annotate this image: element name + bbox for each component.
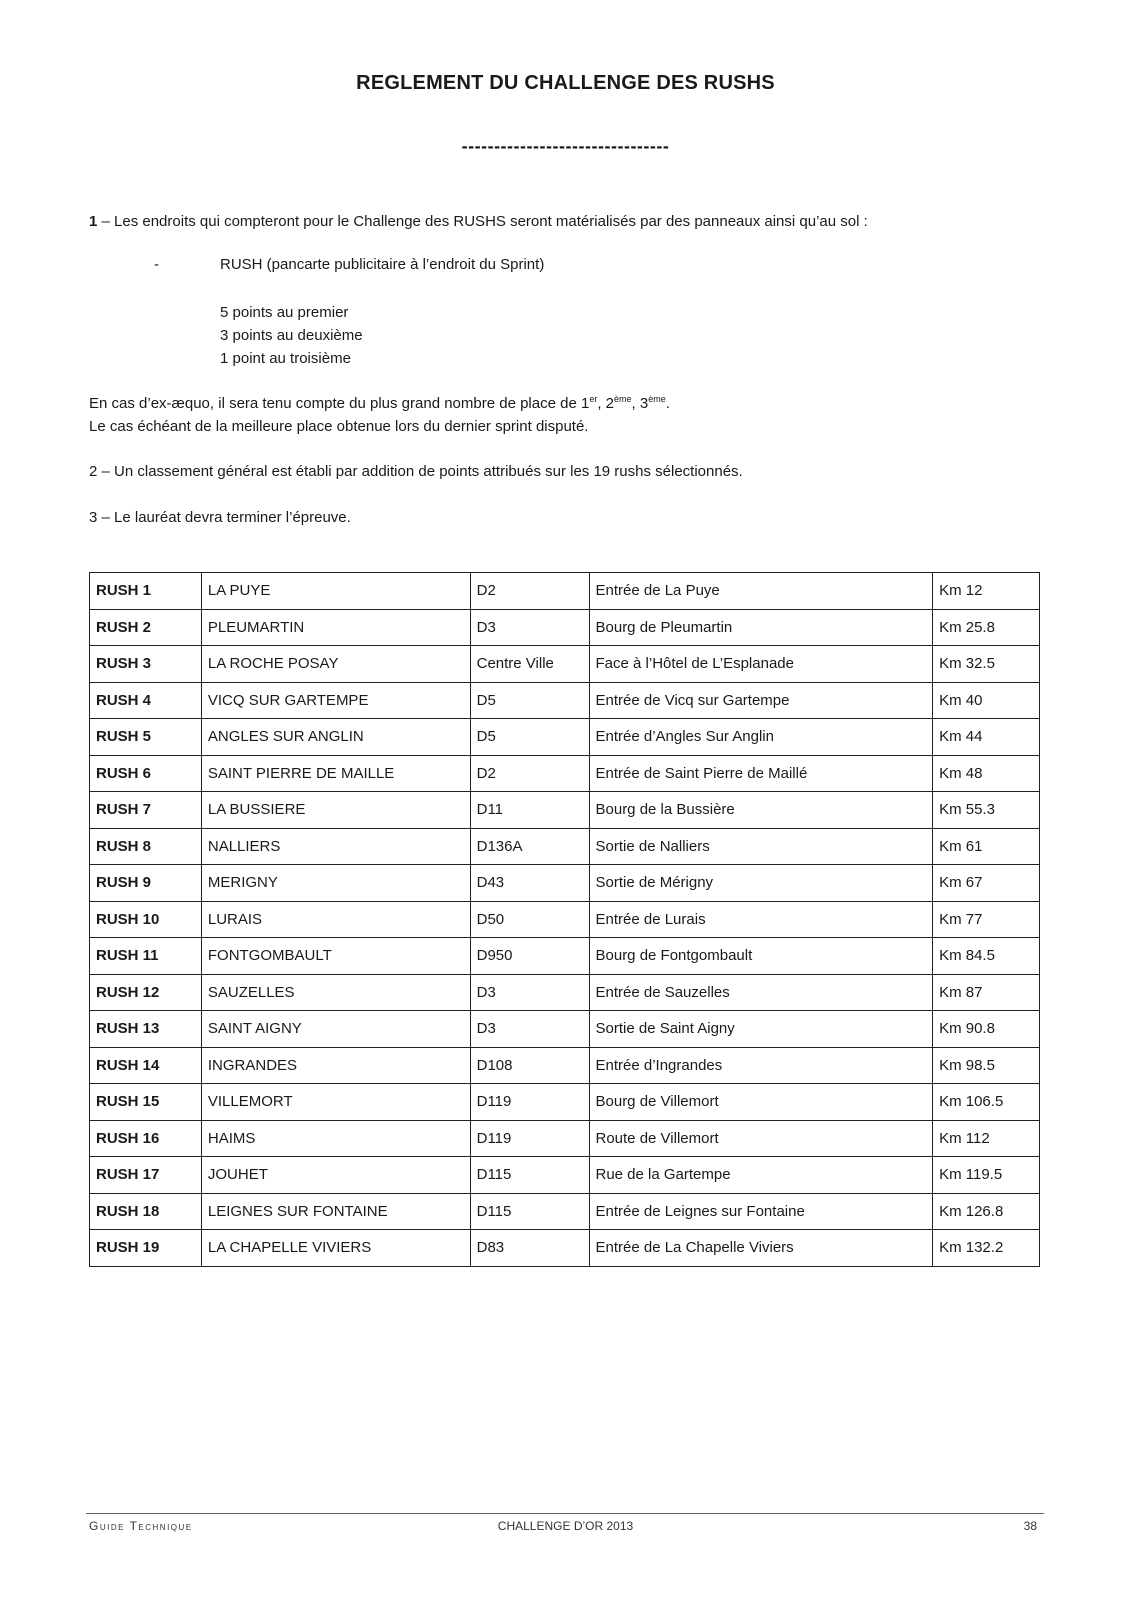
rush-road: D3 xyxy=(470,1011,589,1048)
rush-town: SAUZELLES xyxy=(201,974,470,1011)
rush-road: D50 xyxy=(470,901,589,938)
rush-location: Entrée de Sauzelles xyxy=(589,974,933,1011)
rush-road: D5 xyxy=(470,682,589,719)
rule-3: 3 – Le lauréat devra terminer l’épreuve. xyxy=(89,509,351,526)
rush-town: LEIGNES SUR FONTAINE xyxy=(201,1193,470,1230)
rush-label: RUSH 1 xyxy=(90,573,202,610)
rush-label: RUSH 14 xyxy=(90,1047,202,1084)
rush-km: Km 77 xyxy=(933,901,1040,938)
rush-road: D950 xyxy=(470,938,589,975)
rush-location: Route de Villemort xyxy=(589,1120,933,1157)
rush-road: Centre Ville xyxy=(470,646,589,683)
page-title: REGLEMENT DU CHALLENGE DES RUSHS xyxy=(356,72,775,94)
rush-road: D119 xyxy=(470,1120,589,1157)
rush-road: D43 xyxy=(470,865,589,902)
rush-label: RUSH 7 xyxy=(90,792,202,829)
rush-label: RUSH 8 xyxy=(90,828,202,865)
rush-road: D83 xyxy=(470,1230,589,1267)
rush-label: RUSH 3 xyxy=(90,646,202,683)
rush-km: Km 90.8 xyxy=(933,1011,1040,1048)
title-separator: -------------------------------- xyxy=(461,136,670,156)
rush-road: D108 xyxy=(470,1047,589,1084)
rush-km: Km 87 xyxy=(933,974,1040,1011)
table-row xyxy=(90,865,1040,902)
points-third: 1 point au troisième xyxy=(220,350,351,367)
rush-location: Entrée de Leignes sur Fontaine xyxy=(589,1193,933,1230)
points-second: 3 points au deuxième xyxy=(220,327,363,344)
table-row xyxy=(90,1193,1040,1230)
rush-road: D11 xyxy=(470,792,589,829)
table-row xyxy=(90,609,1040,646)
rush-location: Entrée d’Ingrandes xyxy=(589,1047,933,1084)
exaequo-line-1: En cas d’ex-æquo, il sera tenu compte du plus grand nombre de place de 1er, 2ème, 3ème. xyxy=(89,394,670,412)
rush-km: Km 67 xyxy=(933,865,1040,902)
rule-2: 2 – Un classement général est établi par addition de points attribués sur les 19 rushs sélectionnés. xyxy=(89,463,743,480)
rush-location: Entrée d’Angles Sur Anglin xyxy=(589,719,933,756)
rush-km: Km 40 xyxy=(933,682,1040,719)
rush-km: Km 12 xyxy=(933,573,1040,610)
rush-town: LA ROCHE POSAY xyxy=(201,646,470,683)
rush-location: Entrée de Saint Pierre de Maillé xyxy=(589,755,933,792)
rush-km: Km 106.5 xyxy=(933,1084,1040,1121)
rush-town: HAIMS xyxy=(201,1120,470,1157)
rush-km: Km 112 xyxy=(933,1120,1040,1157)
table-row xyxy=(90,1047,1040,1084)
points-list xyxy=(220,301,363,370)
rush-label: RUSH 18 xyxy=(90,1193,202,1230)
rush-location: Bourg de Pleumartin xyxy=(589,609,933,646)
rush-label: RUSH 19 xyxy=(90,1230,202,1267)
rule-1 xyxy=(89,210,868,233)
table-row xyxy=(90,901,1040,938)
table-row xyxy=(90,646,1040,683)
table-row xyxy=(90,1011,1040,1048)
table-row xyxy=(90,682,1040,719)
footer-divider xyxy=(86,1513,1044,1514)
rush-km: Km 61 xyxy=(933,828,1040,865)
table-row xyxy=(90,1120,1040,1157)
rush-location: Bourg de la Bussière xyxy=(589,792,933,829)
rush-location: Sortie de Nalliers xyxy=(589,828,933,865)
rush-location: Entrée de Vicq sur Gartempe xyxy=(589,682,933,719)
rush-town: SAINT PIERRE DE MAILLE xyxy=(201,755,470,792)
rush-town: PLEUMARTIN xyxy=(201,609,470,646)
rush-town: INGRANDES xyxy=(201,1047,470,1084)
rush-km: Km 126.8 xyxy=(933,1193,1040,1230)
rush-road: D3 xyxy=(470,609,589,646)
rush-road: D115 xyxy=(470,1157,589,1194)
rule-1-text: – Les endroits qui compteront pour le Challenge des RUSHS seront matérialisés par des panneaux ainsi qu’au sol : xyxy=(97,213,868,230)
rush-town: SAINT AIGNY xyxy=(201,1011,470,1048)
rush-town: LA PUYE xyxy=(201,573,470,610)
rush-road: D2 xyxy=(470,755,589,792)
rush-town: ANGLES SUR ANGLIN xyxy=(201,719,470,756)
rush-label: RUSH 16 xyxy=(90,1120,202,1157)
rush-label: RUSH 9 xyxy=(90,865,202,902)
rush-road: D115 xyxy=(470,1193,589,1230)
rush-km: Km 44 xyxy=(933,719,1040,756)
rush-km: Km 119.5 xyxy=(933,1157,1040,1194)
exaequo-paragraph xyxy=(89,392,670,438)
rush-location: Entrée de La Chapelle Viviers xyxy=(589,1230,933,1267)
rush-location: Sortie de Mérigny xyxy=(589,865,933,902)
rush-km: Km 32.5 xyxy=(933,646,1040,683)
table-row xyxy=(90,938,1040,975)
page-number: 38 xyxy=(1023,1519,1037,1533)
table-row xyxy=(90,1084,1040,1121)
rush-location: Sortie de Saint Aigny xyxy=(589,1011,933,1048)
rush-km: Km 84.5 xyxy=(933,938,1040,975)
rush-label: RUSH 5 xyxy=(90,719,202,756)
rush-road: D3 xyxy=(470,974,589,1011)
rush-table xyxy=(89,572,1040,1267)
rush-label: RUSH 15 xyxy=(90,1084,202,1121)
rush-label: RUSH 12 xyxy=(90,974,202,1011)
table-row xyxy=(90,974,1040,1011)
rush-road: D119 xyxy=(470,1084,589,1121)
rush-town: FONTGOMBAULT xyxy=(201,938,470,975)
rush-km: Km 132.2 xyxy=(933,1230,1040,1267)
rush-town: LURAIS xyxy=(201,901,470,938)
rush-road: D2 xyxy=(470,573,589,610)
rush-town: LA BUSSIERE xyxy=(201,792,470,829)
rush-label: RUSH 17 xyxy=(90,1157,202,1194)
rush-location: Bourg de Villemort xyxy=(589,1084,933,1121)
footer-guide-label: Guide Technique xyxy=(89,1519,193,1533)
rush-label: RUSH 4 xyxy=(90,682,202,719)
bullet-dash: - xyxy=(154,256,159,273)
rush-location: Rue de la Gartempe xyxy=(589,1157,933,1194)
bullet-rush-text: RUSH (pancarte publicitaire à l’endroit du Sprint) xyxy=(220,256,545,273)
rush-km: Km 25.8 xyxy=(933,609,1040,646)
rush-location: Face à l’Hôtel de L’Esplanade xyxy=(589,646,933,683)
rush-town: VILLEMORT xyxy=(201,1084,470,1121)
rush-location: Entrée de Lurais xyxy=(589,901,933,938)
rush-town: NALLIERS xyxy=(201,828,470,865)
rush-road: D136A xyxy=(470,828,589,865)
table-row xyxy=(90,1230,1040,1267)
exaequo-line-2: Le cas échéant de la meilleure place obtenue lors du dernier sprint disputé. xyxy=(89,418,589,435)
rule-1-number: 1 xyxy=(89,213,98,230)
rush-label: RUSH 2 xyxy=(90,609,202,646)
rush-label: RUSH 10 xyxy=(90,901,202,938)
table-row xyxy=(90,1157,1040,1194)
rush-km: Km 48 xyxy=(933,755,1040,792)
table-row xyxy=(90,573,1040,610)
rush-town: JOUHET xyxy=(201,1157,470,1194)
points-first: 5 points au premier xyxy=(220,304,349,321)
rush-label: RUSH 13 xyxy=(90,1011,202,1048)
rush-label: RUSH 11 xyxy=(90,938,202,975)
rush-town: LA CHAPELLE VIVIERS xyxy=(201,1230,470,1267)
table-row xyxy=(90,719,1040,756)
rush-road: D5 xyxy=(470,719,589,756)
rush-town: VICQ SUR GARTEMPE xyxy=(201,682,470,719)
rush-location: Entrée de La Puye xyxy=(589,573,933,610)
table-row xyxy=(90,755,1040,792)
footer-event-name: CHALLENGE D’OR 2013 xyxy=(497,1519,634,1533)
rush-label: RUSH 6 xyxy=(90,755,202,792)
rush-town: MERIGNY xyxy=(201,865,470,902)
table-row xyxy=(90,828,1040,865)
rush-location: Bourg de Fontgombault xyxy=(589,938,933,975)
table-row xyxy=(90,792,1040,829)
rush-km: Km 55.3 xyxy=(933,792,1040,829)
rush-km: Km 98.5 xyxy=(933,1047,1040,1084)
